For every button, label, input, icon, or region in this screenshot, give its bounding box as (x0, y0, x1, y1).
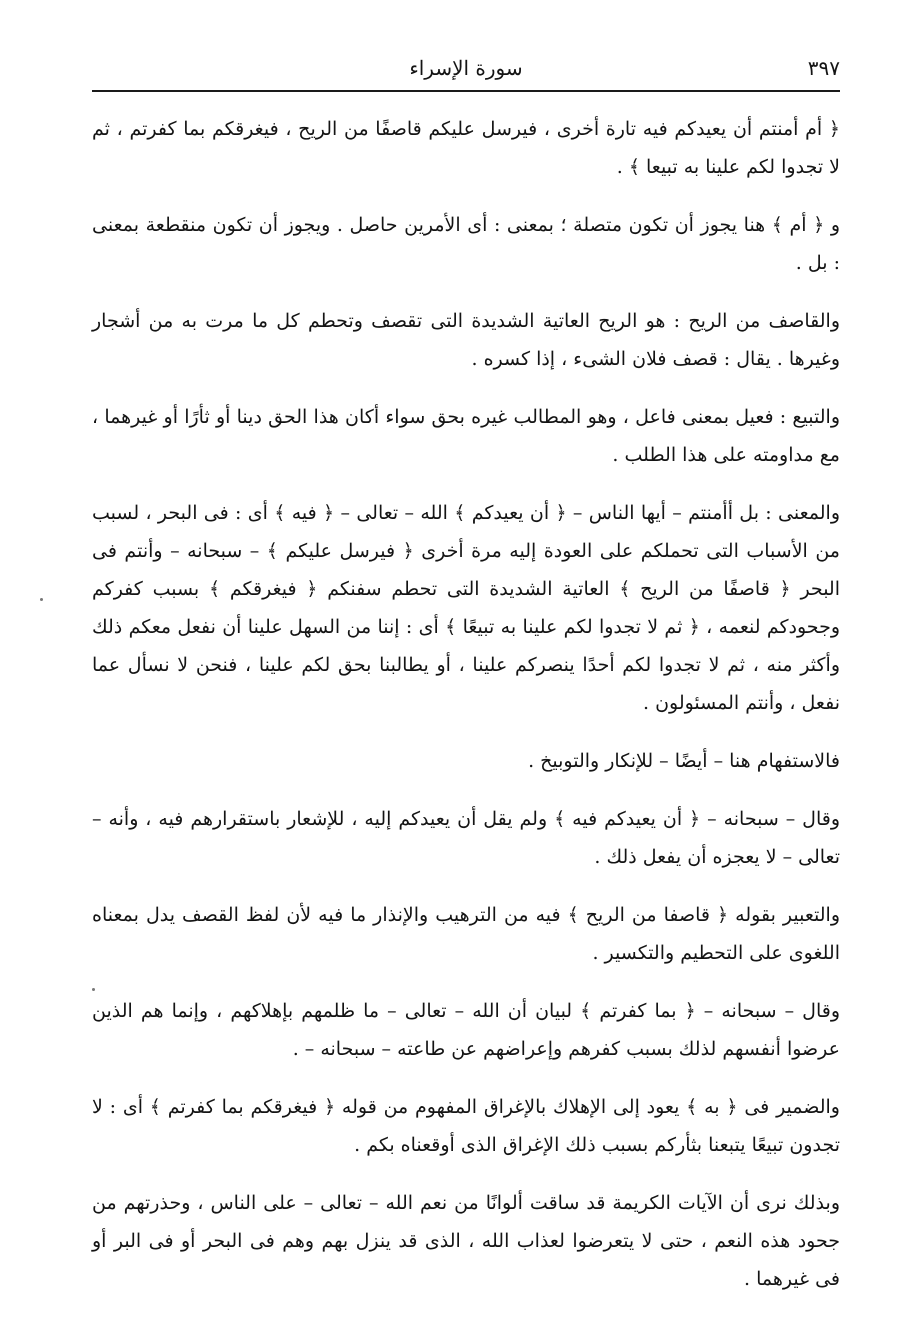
paragraph-conclusion: وبذلك نرى أن الآيات الكريمة قد ساقت ألوانًا من نعم الله – تعالى – على الناس ، وحذرتهم من جحود هذه النعم ، حتى لا يتعرضوا لعذاب الله ، الذى قد ينزل بهم وهم فى البحر أو فى البر أو فى غيرهما . (92, 1192, 840, 1290)
page-header (92, 48, 840, 92)
page-number: ٣٩٧ (807, 56, 840, 80)
paragraph-tabi-definition: والتبيع : فعيل بمعنى فاعل ، وهو المطالب غيره بحق سواء أكان هذا الحق دينا أو ثأرًا أو غيرهما ، مع مداومته على هذا الطلب . (92, 406, 840, 466)
page-body (92, 110, 840, 1298)
paragraph-am-meaning: و ﴿ أم ﴾ هنا يجوز أن تكون متصلة ؛ بمعنى : أى الأمرين حاصل . ويجوز أن تكون منقطعة بمعنى : بل . (92, 214, 840, 274)
paragraph-interrogative: فالاستفهام هنا – أيضًا – للإنكار والتوبيخ . (528, 750, 840, 772)
paragraph-meaning: والمعنى : بل أأمنتم – أيها الناس – ﴿ أن يعيدكم ﴾ الله – تعالى – ﴿ فيه ﴾ أى : فى البحر ، لسبب من الأسباب التى تحملكم على العودة إليه مرة أخرى ﴿ فيرسل عليكم ﴾ – سبحانه – وأنتم فى البحر ﴿ قاصفًا من الريح ﴾ العاتية الشديدة التى تحطم سفنكم ﴿ فيغرقكم ﴾ بسبب كفركم وجحودكم لنعمه ، ﴿ ثم لا تجدوا لكم علينا به تبيعًا ﴾ أى : إننا من السهل علينا أن نفعل معكم ذلك وأكثر منه ، ثم لا تجدوا لكم أحدًا ينصركم علينا ، أو يطالبنا بحق لكم علينا ، فنحن لا نسأل عما نفعل ، وأنتم المسئولون . (92, 502, 840, 714)
surah-title: سورة الإسراء (409, 56, 523, 80)
paragraph-bima-kafartum: وقال – سبحانه – ﴿ بما كفرتم ﴾ لبيان أن الله – تعالى – ما ظلمهم بإهلاكهم ، وإنما هم الذين عرضوا أنفسهم لذلك بسبب كفرهم وإعراضهم عن طاعته – سبحانه – . (92, 1000, 840, 1060)
paragraph-qasif-expression: والتعبير بقوله ﴿ قاصفا من الريح ﴾ فيه من الترهيب والإنذار ما فيه لأن لفظ القصف يدل بمعناه اللغوى على التحطيم والتكسير . (92, 904, 840, 964)
scan-speck (40, 598, 43, 601)
paragraph-pronoun: والضمير فى ﴿ به ﴾ يعود إلى الإهلاك بالإغراق المفهوم من قوله ﴿ فيغرقكم بما كفرتم ﴾ أى : لا تجدون تبيعًا يتبعنا بثأركم بسبب ذلك الإغراق الذى أوقعناه بكم . (92, 1096, 840, 1156)
book-page (92, 48, 840, 1318)
scan-speck (92, 988, 95, 991)
paragraph-yuidakum: وقال – سبحانه – ﴿ أن يعيدكم فيه ﴾ ولم يقل أن يعيدكم إليه ، للإشعار باستقرارهم فيه ، وأنه – تعالى – لا يعجزه أن يفعل ذلك . (92, 808, 840, 868)
paragraph-qasif-definition: والقاصف من الريح : هو الريح العاتية الشديدة التى تقصف وتحطم كل ما مرت به من أشجار وغيرها . يقال : قصف فلان الشىء ، إذا كسره . (92, 310, 840, 370)
paragraph-verse: ﴿ أم أمنتم أن يعيدكم فيه تارة أخرى ، فيرسل عليكم قاصفًا من الريح ، فيغرقكم بما كفرتم ، ثم لا تجدوا لكم علينا به تبيعا ﴾ . (92, 118, 840, 178)
